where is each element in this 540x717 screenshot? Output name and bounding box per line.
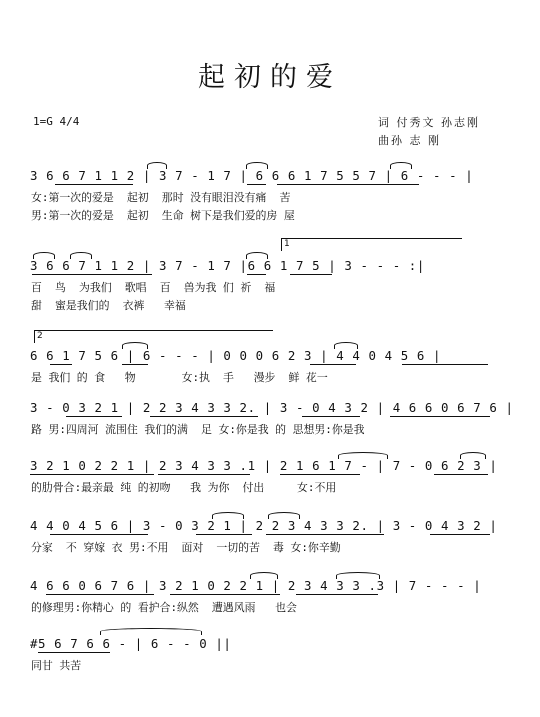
beam: [196, 534, 252, 535]
volta-bracket-1: 1: [281, 238, 462, 251]
lyric-line: 同甘 共苦: [31, 659, 82, 672]
lyric-line: 分家 不 穿嫁 衣 男:不用 面对 一切的苦 毒 女:你辛勤: [31, 541, 341, 554]
notation-line: 3 6 6 7 1 1 2 | 3 7 - 1 7 | 6 6 6 1 7 5 5 7 | 6 - - - |: [30, 168, 474, 183]
lyric-line: 的肋骨合:最亲最 纯 的初吻 我 为你 付出 女:不用: [31, 481, 337, 494]
beam: [50, 534, 148, 535]
lyric-line: 的修理男:你精心 的 看护合:纵然 遭遇风雨 也会: [31, 601, 297, 614]
lyric-line-female: 女:第一次的爱是 起初 那时 没有眼泪没有痛 苦: [31, 191, 291, 204]
beam: [55, 184, 133, 185]
notation-line: #5 6 7 6 6 - | 6 - - 0 ||: [30, 636, 232, 651]
lyric-line-male: 男:第一次的爱是 起初 生命 树下是我们爱的房 屋: [31, 209, 295, 222]
notation-line: 3 2 1 0 2 2 1 | 2 3 4 3 3 .1 | 2 1 6 1 7 - | 7 - 0 6 2 3 |: [30, 458, 498, 473]
beam: [290, 274, 332, 275]
beam: [296, 594, 378, 595]
lyric-line-verse-1: 百 鸟 为我们 歌唱 百 兽为我 们 祈 福: [31, 281, 276, 294]
beam: [38, 652, 110, 653]
beam: [50, 364, 72, 365]
beam: [66, 416, 122, 417]
volta-bracket-2: 2: [34, 330, 273, 343]
notation-line: 6 6 1 7 5 6 | 6 - - - | 0 0 0 6 2 3 | 4 4 0 4 5 6 |: [30, 348, 442, 363]
key-signature: 1=G 4/4: [33, 115, 80, 128]
lyricist-credit: 词 付秀文 孙志刚: [378, 116, 480, 129]
song-title: 起初的爱: [198, 62, 342, 93]
beam: [266, 534, 384, 535]
beam: [32, 274, 152, 275]
beam: [170, 594, 280, 595]
beam: [390, 416, 490, 417]
beam: [158, 474, 250, 475]
lyric-line: 路 男:四周河 流围住 我们的满 足 女:你是我 的 思想男:你是我: [31, 423, 365, 436]
composer-credit: 曲孙 志 刚: [378, 134, 441, 147]
beam: [434, 474, 488, 475]
notation-line: 4 4 0 4 5 6 | 3 - 0 3 2 1 | 2 2 3 4 3 3 2. | 3 - 0 4 3 2 |: [30, 518, 498, 533]
beam: [247, 184, 266, 185]
beam: [302, 416, 360, 417]
beam: [430, 534, 490, 535]
notation-line: 3 6 6 7 1 1 2 | 3 7 - 1 7 |6 6 1 7 5 | 3 - - - :|: [30, 258, 425, 273]
lyric-line: 是 我们 的 食 物 女:执 手 漫步 鲜 花一: [31, 371, 328, 384]
beam: [150, 416, 258, 417]
lyric-line-verse-2: 甜 蜜是我们的 衣裤 幸福: [31, 299, 186, 312]
beam: [277, 184, 419, 185]
beam: [122, 364, 148, 365]
notation-line: 3 - 0 3 2 1 | 2 2 3 4 3 3 2. | 3 - 0 4 3 2 | 4 6 6 0 6 7 6 |: [30, 400, 514, 415]
beam: [46, 594, 154, 595]
slur: [100, 628, 202, 635]
beam: [310, 364, 356, 365]
notation-line: 4 6 6 0 6 7 6 | 3 2 1 0 2 2 1 | 2 3 4 3 3 .3 | 7 - - - |: [30, 578, 482, 593]
beam: [247, 274, 266, 275]
beam: [402, 364, 488, 365]
beam: [30, 474, 154, 475]
beam: [280, 474, 360, 475]
